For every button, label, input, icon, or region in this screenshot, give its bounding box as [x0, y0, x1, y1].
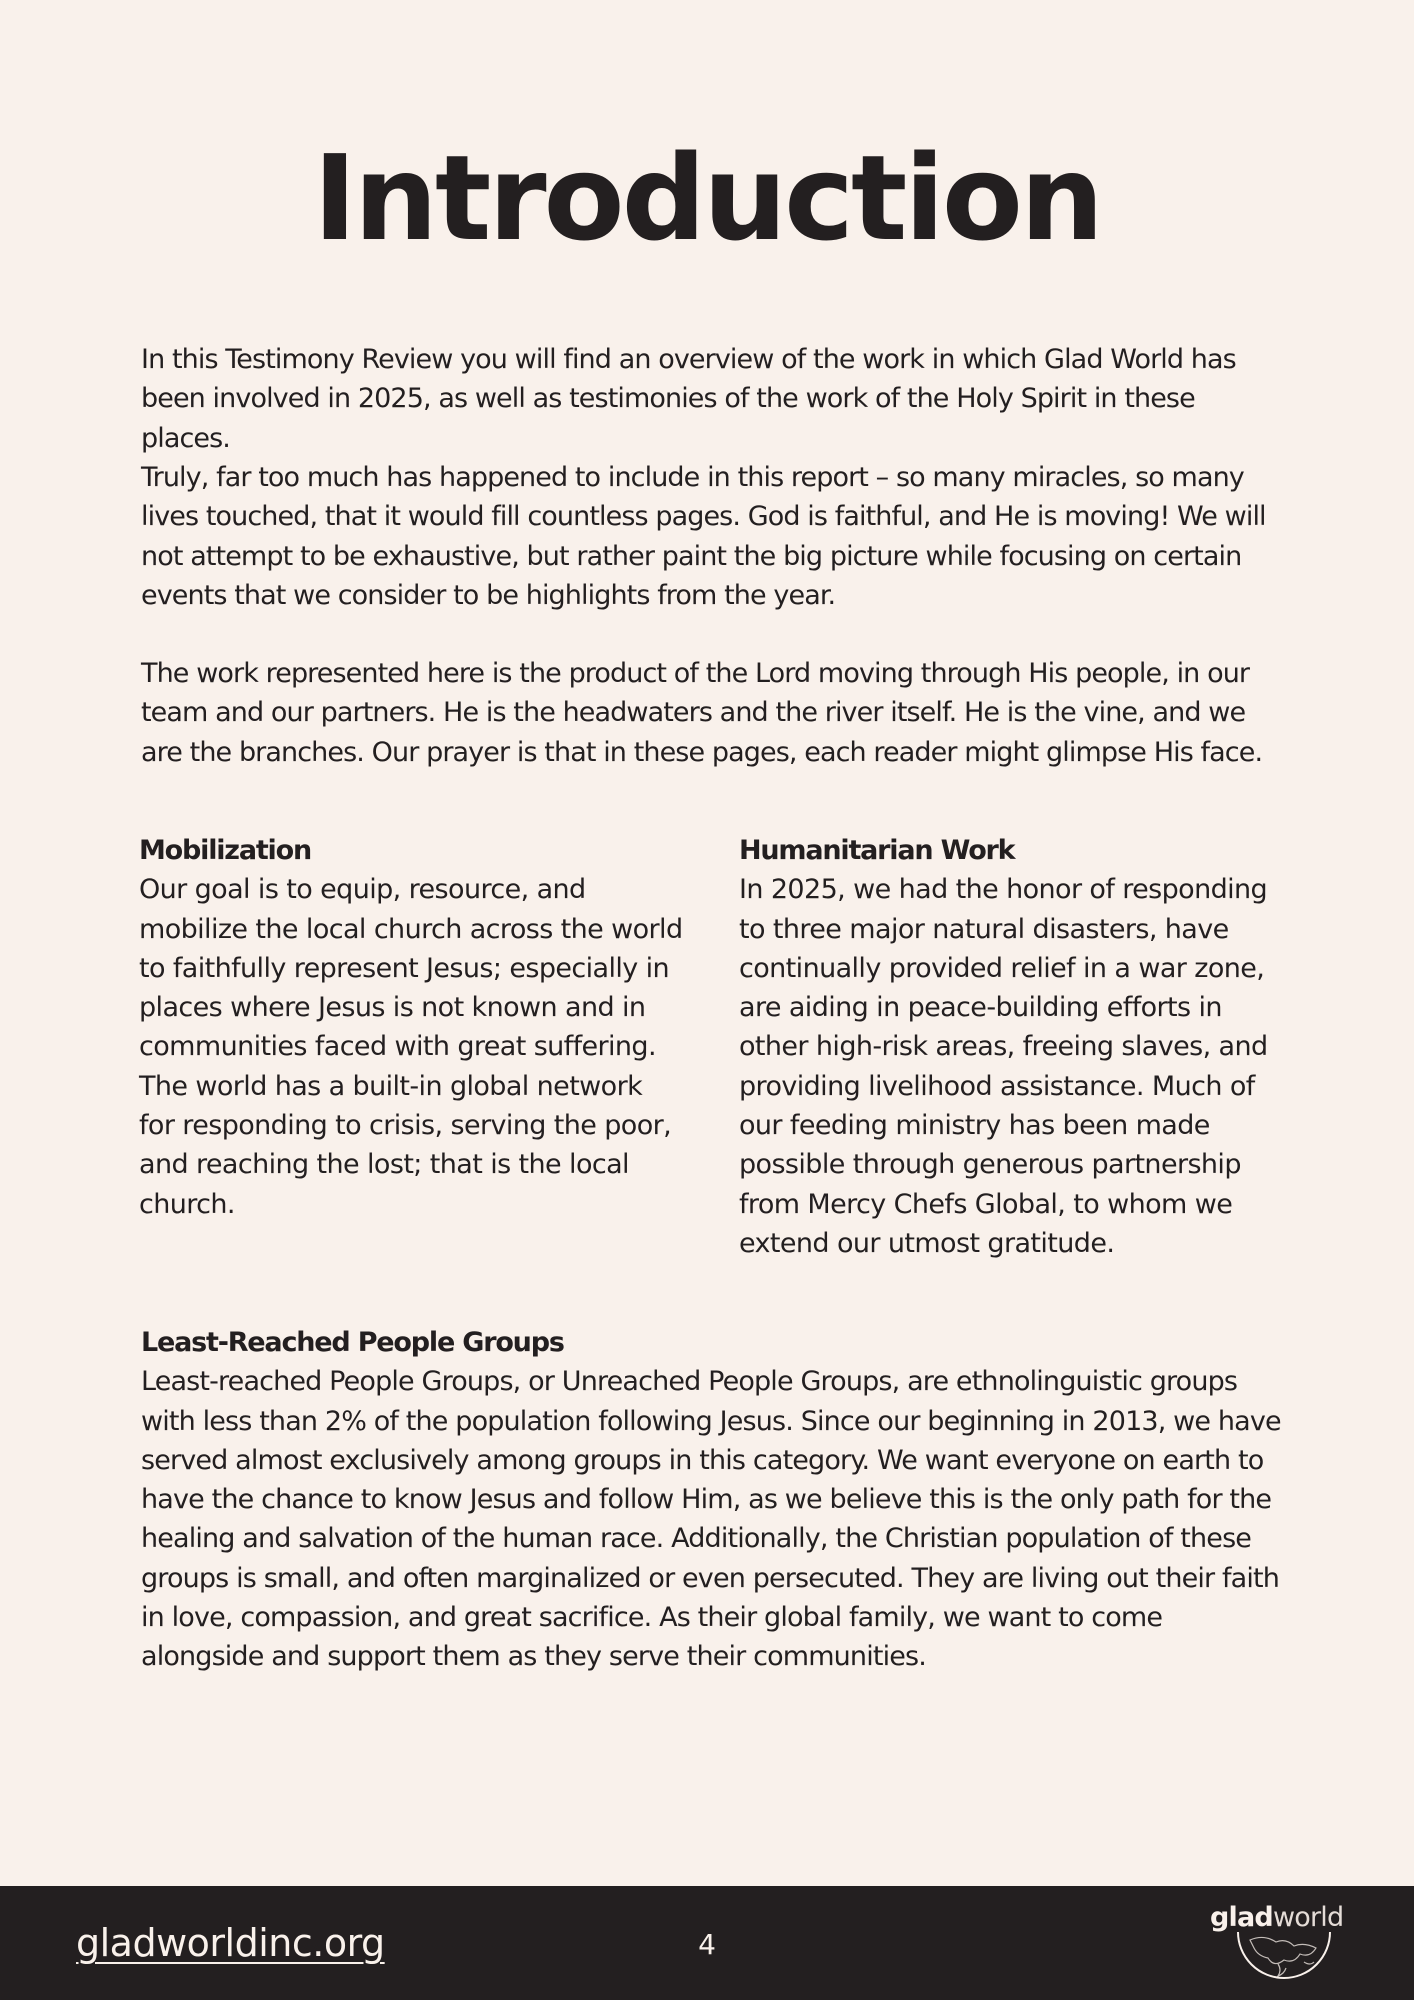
mobilization-body: Our goal is to equip, resource, and mobilize the local church across the world to faithfully represent Jesus; especially in places where Jesus is not known and in communities faced with great suffering. The world has a built-in global network for responding to crisis, serving the poor, and reaching the lost; that is the local church. — [139, 874, 683, 1220]
page-number: 4 — [698, 1928, 716, 1961]
footer — [0, 1886, 1414, 2000]
least-reached-heading: Least-Reached People Groups — [141, 1327, 564, 1358]
humanitarian-work-heading: Humanitarian Work — [739, 835, 1015, 866]
logo-text-glad: glad — [1210, 1902, 1273, 1933]
logo-text-world: world — [1272, 1902, 1344, 1933]
intro-paragraph-3: The work represented here is the product of the Lord moving through His people, in our team and our partners. He is the headwaters and the river itself. He is the vine, and we are the branches. Our prayer is that in these pages, each reader might glimpse His face. — [141, 658, 1263, 768]
humanitarian-work-section — [739, 831, 1284, 1263]
intro-paragraph-1: In this Testimony Review you will find an overview of the work in which Glad World has been involved in 2025, as well as testimonies of the work of the Holy Spirit in these places. — [141, 344, 1236, 454]
intro-paragraph-2: Truly, far too much has happened to include in this report – so many miracles, so many lives touched, that it would fill countless pages. God is faithful, and He is moving! We will not attempt to be exhaustive, but rather paint the big picture while focusing on certain events that we consider to be highlights from the year. — [141, 462, 1266, 611]
globe-icon — [1224, 1924, 1344, 1988]
mobilization-heading: Mobilization — [139, 835, 311, 866]
mobilization-section — [139, 831, 684, 1224]
least-reached-section — [141, 1323, 1286, 1677]
least-reached-body: Least-reached People Groups, or Unreached People Groups, are ethnolinguistic groups with less than 2% of the population following Jesus. Since our beginning in 2013, we have served almost exclusively among groups in this category. We want everyone on earth to have the chance to know Jesus and follow Him, as we believe this is the only path for the healing and salvation of the human race. Additionally, the Christian population of these groups is small, and often marginalized or even persecuted. They are living out their faith in love, compassion, and great sacrifice. As their global family, we want to come alongside and support them as they serve their communities. — [141, 1366, 1281, 1673]
page-title: Introduction — [313, 129, 1101, 267]
gladworld-logo — [1206, 1902, 1366, 1990]
website-link[interactable]: gladworldinc.org — [76, 1921, 385, 1965]
humanitarian-work-body: In 2025, we had the honor of responding to three major natural disasters, have continually provided relief in a war zone, are aiding in peace-building efforts in other high-risk areas, freeing slaves, and providing livelihood assistance. Much of our feeding ministry has been made possible through generous partnership from Mercy Chefs Global, to whom we extend our utmost gratitude. — [739, 874, 1268, 1259]
